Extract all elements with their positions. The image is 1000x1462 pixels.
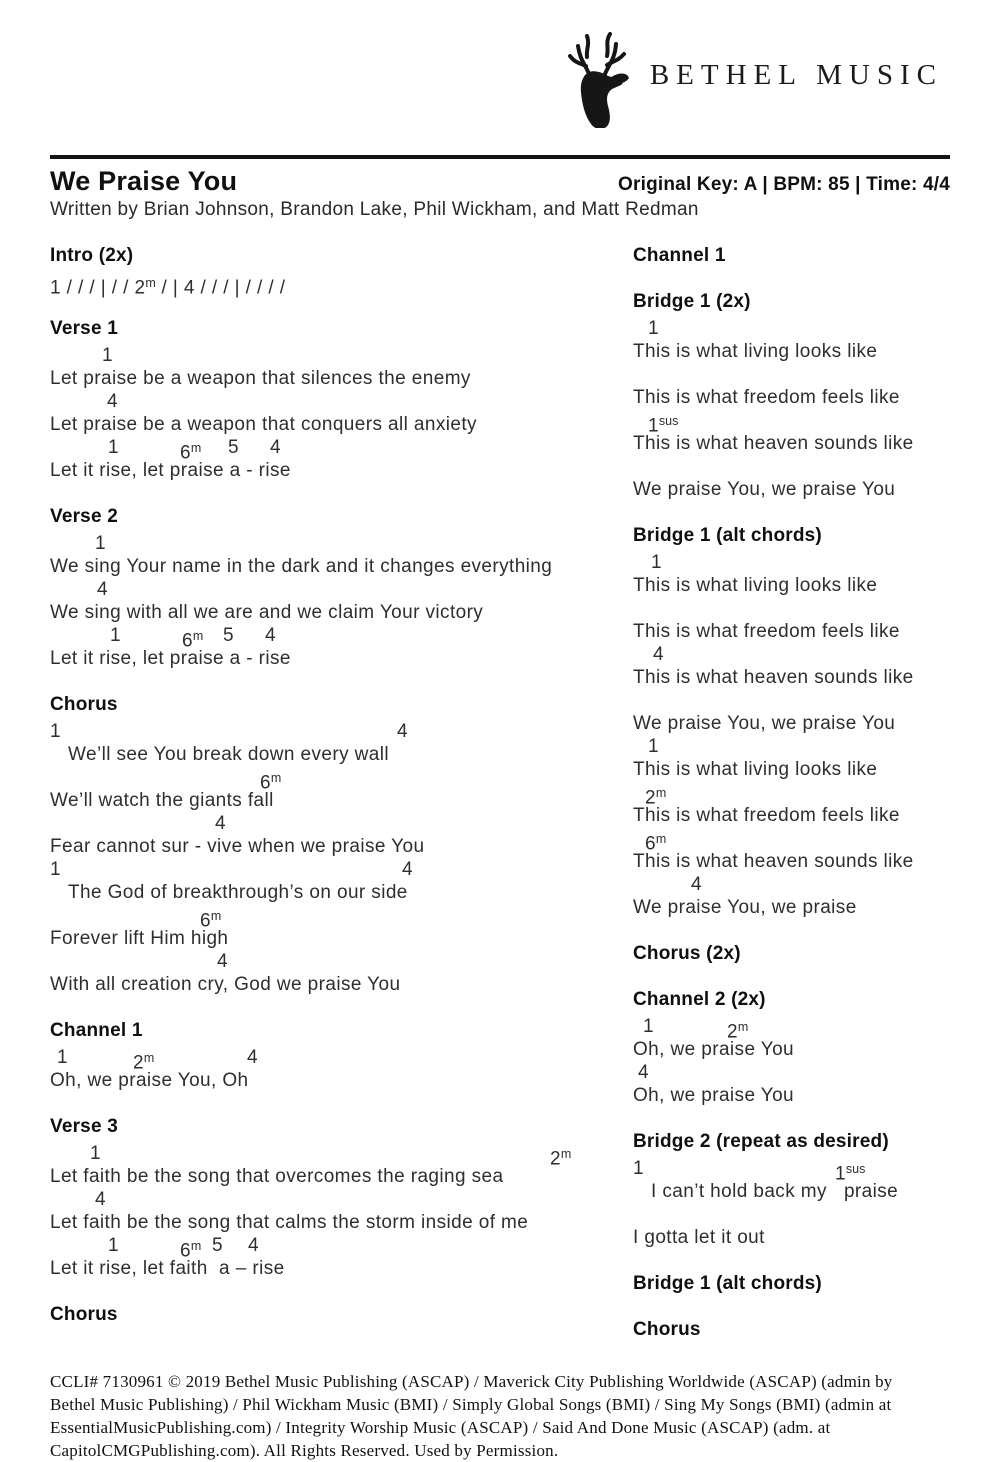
chord-superscript: m	[145, 276, 156, 290]
left-column	[50, 244, 628, 1349]
section-header: Verse 3	[50, 1116, 118, 1137]
chord: 1	[50, 859, 61, 880]
chord: 4	[270, 437, 281, 458]
section-header: Bridge 2 (repeat as desired)	[633, 1131, 889, 1152]
chord: 1	[651, 552, 662, 573]
lyric-line: I can’t hold back my praise	[651, 1181, 899, 1202]
lyric-line: We’ll see You break down every wall	[68, 744, 389, 765]
chord-progression-line: 1 / / / | / / 2$^m$ / | 4 / / / | / / / /	[50, 276, 286, 299]
song-section	[633, 1318, 978, 1341]
chord-superscript: m	[143, 1051, 155, 1065]
chord-superscript: m	[210, 909, 222, 923]
chord: 4	[691, 874, 702, 895]
chord-superscript: m	[655, 832, 667, 846]
lyric-line: Let it rise, let praise a - rise	[50, 460, 291, 481]
chord: 4	[107, 391, 118, 412]
song-section	[50, 1019, 628, 1092]
chord-row	[50, 1046, 628, 1074]
song-section	[50, 317, 628, 482]
section-header: Chorus	[50, 1304, 118, 1325]
song-section	[633, 1272, 978, 1295]
chord-row	[633, 363, 978, 386]
footer-line: CCLI# 7130961 © 2019 Bethel Music Publishing (ASCAP) / Maverick City Publishing Worldwide (ASCAP) (admin by	[50, 1372, 893, 1391]
chord: 6$^m$	[182, 629, 204, 652]
lyric-line: We’ll watch the giants fall	[50, 790, 274, 811]
chord-row	[633, 1157, 978, 1185]
lyric-line: We praise You, we praise	[633, 897, 857, 918]
song-section	[633, 1130, 978, 1249]
chord-row	[633, 873, 978, 896]
chord-row	[50, 1234, 628, 1262]
chord: 1	[108, 1235, 119, 1256]
chord: 2$^m$	[645, 786, 667, 809]
chord: 1	[643, 1016, 654, 1037]
lyric-line: This is what living looks like	[633, 341, 878, 362]
section-header: Bridge 1 (2x)	[633, 291, 751, 312]
lyric-line: This is what heaven sounds like	[633, 667, 914, 688]
chord: $1^{sus}$	[835, 1162, 866, 1185]
chord-row	[50, 904, 628, 932]
chord-row	[633, 317, 978, 340]
brand-logo	[558, 28, 943, 128]
song-section	[633, 244, 978, 267]
chord-row	[633, 455, 978, 478]
chord-row	[633, 827, 978, 855]
section-header: Verse 1	[50, 318, 118, 339]
song-section	[50, 244, 628, 299]
chord-row	[50, 1188, 628, 1211]
chord: 2$^m$	[133, 1051, 155, 1074]
chord: 2$^m$	[550, 1147, 572, 1170]
chord-row	[50, 1142, 628, 1170]
section-header: Verse 2	[50, 506, 118, 527]
lyric-line: Oh, we praise You, Oh	[50, 1070, 249, 1091]
chord-row	[633, 689, 978, 712]
footer-line: Bethel Music Publishing) / Phil Wickham Music (BMI) / Simply Global Songs (BMI) / Sing My Songs (BMI) (admin at	[50, 1395, 892, 1414]
lyric-line: This is what freedom feels like	[633, 805, 900, 826]
chord: $1^{sus}$	[648, 414, 679, 437]
lyric-line: This is what freedom feels like	[633, 387, 900, 408]
chord: 4	[397, 721, 408, 742]
chord-row	[50, 858, 628, 881]
lyric-line: We sing Your name in the dark and it changes everything	[50, 556, 553, 577]
chord: 6$^m$	[260, 771, 282, 794]
chord-row	[633, 735, 978, 758]
chord: 1	[57, 1047, 68, 1068]
lyric-line: Let praise be a weapon that silences the enemy	[50, 368, 471, 389]
chord-row	[633, 551, 978, 574]
chord: 6$^m$	[200, 909, 222, 932]
chord: 6$^m$	[180, 1239, 202, 1262]
chord-superscript: m	[190, 441, 202, 455]
chord-row	[50, 344, 628, 367]
lyric-line: Let faith be the song that calms the storm inside of me	[50, 1212, 529, 1233]
song-section	[633, 942, 978, 965]
lyric-line: We sing with all we are and we claim Your victory	[50, 602, 484, 623]
chord-row	[633, 1203, 978, 1226]
chord: 5	[228, 437, 239, 458]
chord: 1	[648, 318, 659, 339]
chord-row	[50, 812, 628, 835]
byline: Written by Brian Johnson, Brandon Lake, Phil Wickham, and Matt Redman	[50, 199, 699, 220]
section-header: Bridge 1 (alt chords)	[633, 1273, 822, 1294]
chord-superscript: m	[192, 629, 204, 643]
chord-row	[633, 1061, 978, 1084]
lyric-line: This is what living looks like	[633, 759, 878, 780]
right-column	[633, 244, 978, 1364]
lyric-line: The God of breakthrough’s on our side	[68, 882, 408, 903]
chord-row	[50, 390, 628, 413]
chord: 6$^m$	[180, 441, 202, 464]
chord: 1	[90, 1143, 101, 1164]
chord-row	[633, 643, 978, 666]
chord: 6$^m$	[645, 832, 667, 855]
key-info: Original Key: A | BPM: 85 | Time: 4/4	[618, 174, 950, 195]
chord-superscript: m	[737, 1020, 749, 1034]
chord-row	[50, 436, 628, 464]
chord-superscript: m	[560, 1147, 572, 1161]
chord: 1	[633, 1158, 644, 1179]
chord-superscript: m	[655, 786, 667, 800]
footer-line: EssentialMusicPublishing.com) / Integrity Worship Music (ASCAP) / Said And Done Music (ASCAP) (adm. at	[50, 1418, 831, 1437]
chord-superscript: sus	[658, 414, 679, 428]
lyric-line: This is what freedom feels like	[633, 621, 900, 642]
lyric-line: Oh, we praise You	[633, 1085, 795, 1106]
chord: 1	[108, 437, 119, 458]
chord-row	[633, 1015, 978, 1043]
chord: 4	[215, 813, 226, 834]
lyric-line: Let it rise, let praise a - rise	[50, 648, 291, 669]
chord: 4	[265, 625, 276, 646]
chord-row	[633, 781, 978, 809]
chord-row	[633, 597, 978, 620]
section-header: Chorus	[633, 1319, 701, 1340]
chord: 4	[97, 579, 108, 600]
lyric-line: Oh, we praise You	[633, 1039, 795, 1060]
song-section	[633, 524, 978, 919]
song-section	[633, 290, 978, 501]
chord: 5	[223, 625, 234, 646]
footer-line: CapitolCMGPublishing.com). All Rights Reserved. Used by Permission.	[50, 1441, 559, 1460]
section-header: Chorus	[50, 694, 118, 715]
chord-superscript: m	[270, 771, 282, 785]
lyric-line: Fear cannot sur - vive when we praise You	[50, 836, 425, 857]
header-divider	[50, 155, 950, 159]
chord: 4	[217, 951, 228, 972]
chord: 1	[648, 736, 659, 757]
lyric-line: This is what heaven sounds like	[633, 851, 914, 872]
lyric-line: Let it rise, let faith a – rise	[50, 1258, 285, 1279]
lyric-line: This is what heaven sounds like	[633, 433, 914, 454]
lyric-line: Let praise be a weapon that conquers all anxiety	[50, 414, 477, 435]
brand-name: BETHEL MUSIC	[649, 58, 943, 91]
deer-head-icon	[558, 28, 636, 128]
chord: 4	[638, 1062, 649, 1083]
chord-row	[50, 578, 628, 601]
lyric-line: With all creation cry, God we praise You	[50, 974, 401, 995]
section-header: Bridge 1 (alt chords)	[633, 525, 822, 546]
chord-row	[633, 409, 978, 437]
song-section	[50, 1115, 628, 1280]
lyric-line: Forever lift Him high	[50, 928, 229, 949]
chord-row	[50, 624, 628, 652]
song-section	[633, 988, 978, 1107]
chord: 1	[110, 625, 121, 646]
song-section	[50, 693, 628, 996]
chord: 2$^m$	[727, 1020, 749, 1043]
copyright-footer	[50, 1370, 952, 1462]
lyric-line: Let faith be the song that overcomes the raging sea	[50, 1166, 504, 1187]
lyric-line: This is what living looks like	[633, 575, 878, 596]
section-header: Channel 2 (2x)	[633, 989, 766, 1010]
chord-row	[50, 532, 628, 555]
chord: 4	[95, 1189, 106, 1210]
song-section	[50, 505, 628, 670]
section-header: Chorus (2x)	[633, 943, 741, 964]
chord: 4	[402, 859, 413, 880]
chord: 1	[50, 721, 61, 742]
chord-row	[50, 720, 628, 743]
lyric-line: I gotta let it out	[633, 1227, 765, 1248]
chord: 4	[653, 644, 664, 665]
song-title: We Praise You	[50, 166, 238, 196]
chord-row	[50, 950, 628, 973]
lyric-line: We praise You, we praise You	[633, 479, 896, 500]
chord-row	[50, 766, 628, 794]
section-header: Channel 1	[633, 245, 726, 266]
chord: 1	[95, 533, 106, 554]
lyric-line: We praise You, we praise You	[633, 713, 896, 734]
chord: 4	[248, 1235, 259, 1256]
section-header: Intro (2x)	[50, 245, 134, 266]
chord-superscript: m	[190, 1239, 202, 1253]
chord: 4	[247, 1047, 258, 1068]
song-section	[50, 1303, 628, 1326]
chord: 5	[212, 1235, 223, 1256]
chord: 1	[102, 345, 113, 366]
title-bar	[50, 166, 950, 197]
section-header: Channel 1	[50, 1020, 143, 1041]
chord-superscript: sus	[845, 1162, 866, 1176]
